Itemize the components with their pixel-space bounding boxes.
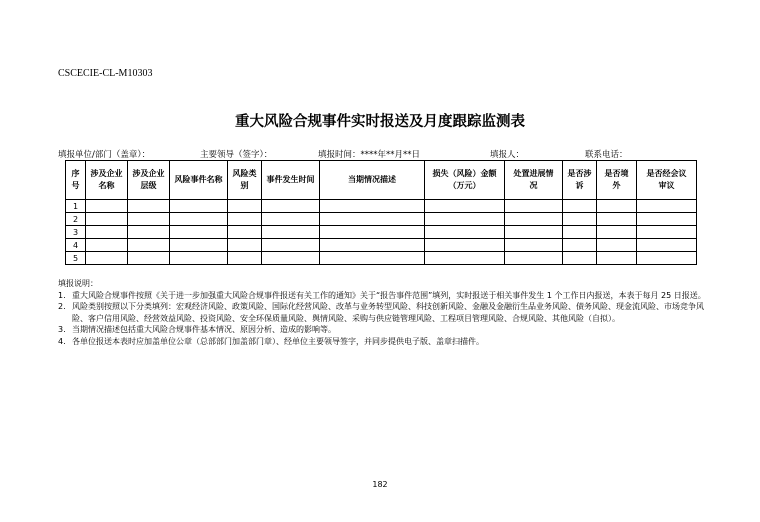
fill-time-label: 填报时间：****年**月**日 [318, 150, 421, 160]
table-cell[interactable] [637, 239, 697, 252]
table-cell[interactable] [128, 226, 170, 239]
table-cell[interactable] [128, 239, 170, 252]
table-cell[interactable] [262, 200, 320, 213]
table-cell[interactable] [320, 213, 425, 226]
table-cell[interactable] [228, 200, 262, 213]
table-cell[interactable] [86, 239, 128, 252]
fill-unit-label: 填报单位/部门（盖章）： [58, 150, 151, 160]
report-table [65, 160, 697, 265]
table-cell[interactable] [425, 252, 505, 265]
table-row [66, 226, 697, 239]
table-row [66, 213, 697, 226]
table-cell[interactable] [425, 213, 505, 226]
table-cell[interactable] [128, 213, 170, 226]
table-row [66, 239, 697, 252]
note-number: 1. [58, 290, 66, 300]
header-seq: 序号 [66, 161, 86, 200]
table-cell[interactable] [425, 239, 505, 252]
note-item [58, 324, 718, 336]
document-title: 重大风险合规事件实时报送及月度跟踪监测表 [235, 114, 525, 130]
table-cell[interactable] [505, 200, 563, 213]
header-progress: 处置进展情况 [505, 161, 563, 200]
table-header-row [66, 161, 697, 200]
table-row [66, 200, 697, 213]
table-cell[interactable] [262, 239, 320, 252]
table-cell[interactable] [170, 213, 228, 226]
note-item [58, 336, 718, 348]
fill-filler-label: 填报人： [490, 150, 525, 160]
table-cell[interactable] [425, 226, 505, 239]
note-item [58, 301, 718, 324]
table-cell[interactable] [425, 200, 505, 213]
table-row [66, 252, 697, 265]
header-event-name: 风险事件名称 [170, 161, 228, 200]
table-cell[interactable] [637, 200, 697, 213]
row-number-cell: 1 [66, 200, 86, 213]
row-number-cell: 2 [66, 213, 86, 226]
note-number: 3. [58, 325, 66, 335]
table-cell[interactable] [320, 252, 425, 265]
table-cell[interactable] [637, 226, 697, 239]
table-cell[interactable] [505, 239, 563, 252]
fill-phone-label: 联系电话： [585, 150, 628, 160]
row-number-cell: 5 [66, 252, 86, 265]
row-number-cell: 3 [66, 226, 86, 239]
table-cell[interactable] [597, 226, 637, 239]
note-text: 重大风险合规事件按照《关于进一步加强重大风险合规事件报送有关工作的通知》关于“报告事件范围”填列，实时报送于相关事件发生 1 个工作日内报送，本表于每月 25 日报送。 [72, 290, 706, 300]
table-cell[interactable] [86, 213, 128, 226]
table-cell[interactable] [86, 200, 128, 213]
table-cell[interactable] [563, 200, 597, 213]
fill-instructions [58, 278, 718, 348]
note-text: 当期情况描述包括重大风险合规事件基本情况、原因分析、造成的影响等。 [72, 325, 336, 335]
row-number-cell: 4 [66, 239, 86, 252]
table-cell[interactable] [170, 252, 228, 265]
note-text: 各单位报送本表时应加盖单位公章（总部部门加盖部门章）、经单位主要领导签字，并同步提供电子版、盖章扫描件。 [72, 336, 484, 346]
table-cell[interactable] [637, 213, 697, 226]
table-cell[interactable] [505, 226, 563, 239]
header-loss-amount: 损失（风险）金额（万元） [425, 161, 505, 200]
header-risk-category: 风险类别 [228, 161, 262, 200]
doc-code: CSCECIE-CL-M10303 [58, 68, 153, 79]
table-cell[interactable] [228, 226, 262, 239]
table-cell[interactable] [86, 252, 128, 265]
notes-heading: 填报说明： [58, 279, 98, 288]
table-cell[interactable] [597, 252, 637, 265]
table-cell[interactable] [228, 252, 262, 265]
header-meeting-review: 是否经会议审议 [637, 161, 697, 200]
table-cell[interactable] [563, 226, 597, 239]
note-number: 4. [58, 336, 66, 346]
table-cell[interactable] [505, 213, 563, 226]
table-cell[interactable] [262, 226, 320, 239]
table-cell[interactable] [597, 239, 637, 252]
table-cell[interactable] [228, 213, 262, 226]
table-cell[interactable] [563, 252, 597, 265]
table-cell[interactable] [86, 226, 128, 239]
table-cell[interactable] [170, 200, 228, 213]
note-number: 2. [58, 302, 66, 312]
header-description: 当期情况描述 [320, 161, 425, 200]
table-cell[interactable] [563, 239, 597, 252]
fill-leader-label: 主要领导（签字）： [200, 150, 273, 160]
header-overseas: 是否境外 [597, 161, 637, 200]
table-cell[interactable] [637, 252, 697, 265]
table-cell[interactable] [320, 226, 425, 239]
table-cell[interactable] [128, 200, 170, 213]
note-item [58, 290, 718, 302]
table-cell[interactable] [320, 200, 425, 213]
table-cell[interactable] [262, 213, 320, 226]
table-cell[interactable] [320, 239, 425, 252]
note-text: 风险类别按照以下分类填列：宏观经济风险、政策风险、国际化经营风险、改革与业务转型风险、科技创新风险、金融及金融衍生品业务风险、债务风险、现金流风险、市场竞争风险、客户信用风险、经营效益风险、投资风险、安全环保质量风险、舆情风险、采购与供应链管理风险、工程项目管理风险、合规风险、其他风险（自拟）。 [72, 302, 704, 323]
table-cell[interactable] [563, 213, 597, 226]
header-event-time: 事件发生时间 [262, 161, 320, 200]
table-cell[interactable] [597, 200, 637, 213]
page-number: 182 [372, 480, 388, 489]
table-cell[interactable] [597, 213, 637, 226]
table-cell[interactable] [170, 226, 228, 239]
header-litigation: 是否涉诉 [563, 161, 597, 200]
table-cell[interactable] [505, 252, 563, 265]
table-cell[interactable] [170, 239, 228, 252]
table-cell[interactable] [228, 239, 262, 252]
header-company-name: 涉及企业名称 [86, 161, 128, 200]
header-company-level: 涉及企业层级 [128, 161, 170, 200]
table-cell[interactable] [262, 252, 320, 265]
table-cell[interactable] [128, 252, 170, 265]
